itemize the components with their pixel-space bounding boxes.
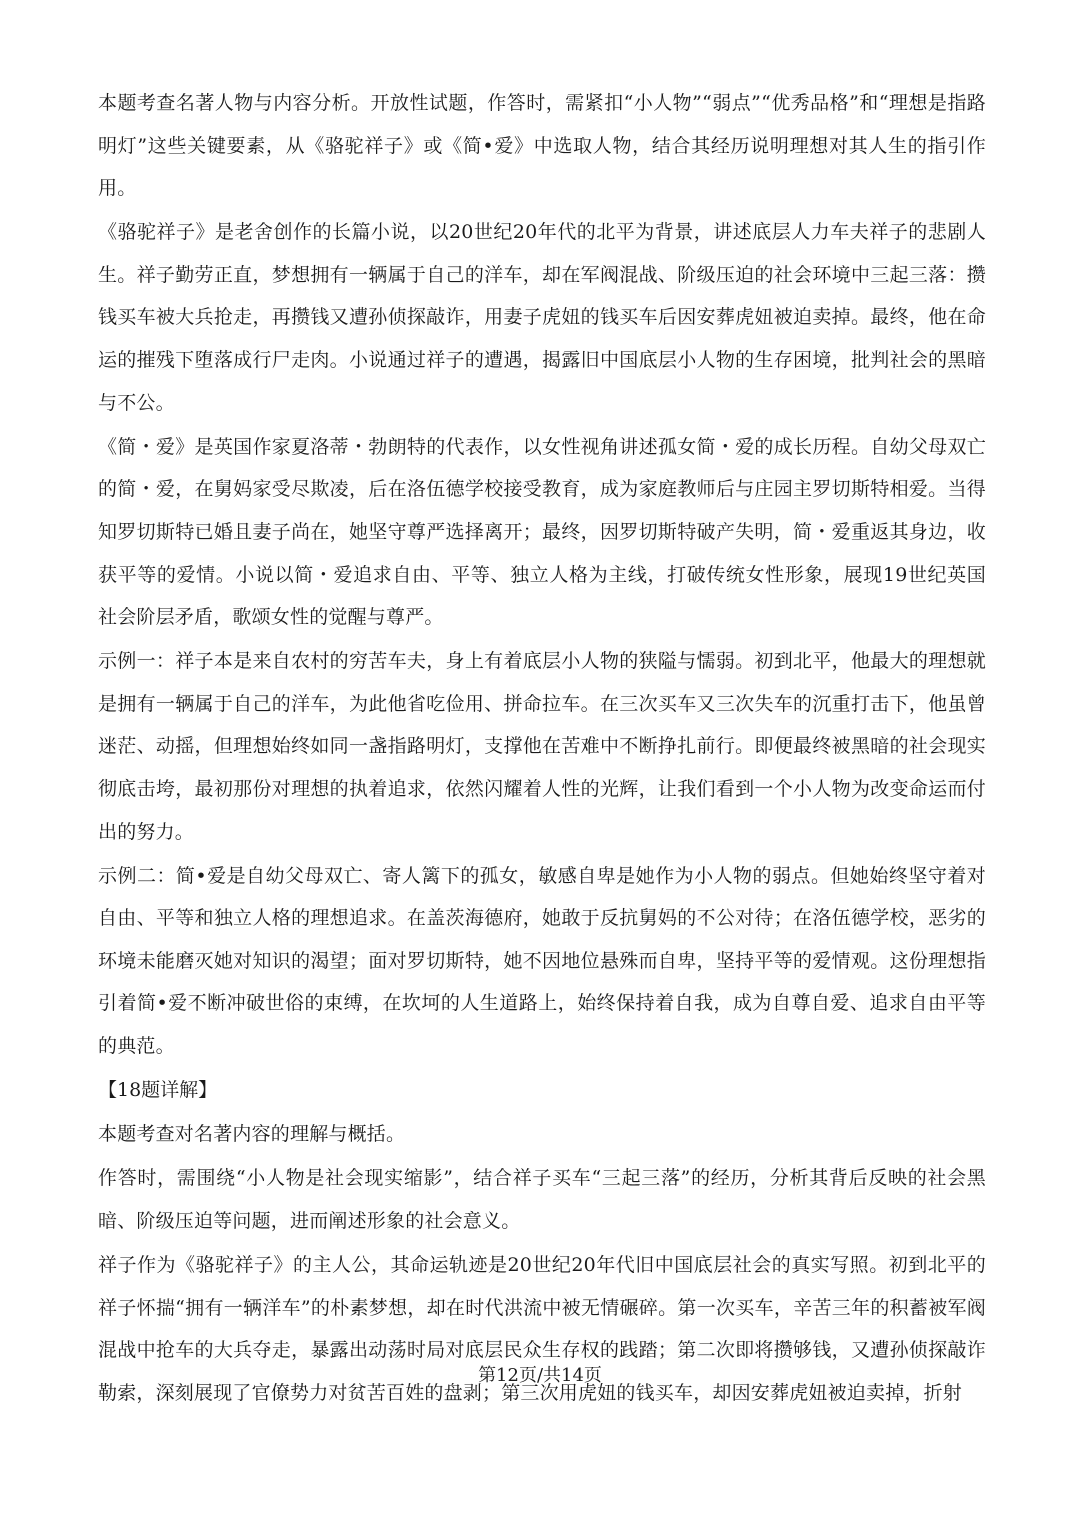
paragraph-analysis-intro: 本题考查名著人物与内容分析。开放性试题，作答时，需紧扣“小人物”“弱点”“优秀品格”和“理想是指路明灯”这些关键要素，从《骆驼祥子》或《简•爱》中选取人物，结合其经历说明理想对其人生的指引作用。 <box>98 92 986 200</box>
paragraph-q18-intro: 本题考查对名著内容的理解与概括。 <box>98 1123 406 1146</box>
paragraph-example-one: 示例一：祥子本是来自农村的穷苦车夫，身上有着底层小人物的狭隘与懦弱。初到北平，他最大的理想就是拥有一辆属于自己的洋车，为此他省吃俭用、拼命拉车。在三次买车又三次失车的沉重打击下，他虽曾迷茫、动摇，但理想始终如同一盏指路明灯，支撑他在苦难中不断挣扎前行。即便最终被黑暗的社会现实彻底击垮，最初那份对理想的执着追求，依然闪耀着人性的光辉，让我们看到一个小人物为改变命运而付出的努力。 <box>98 650 986 843</box>
paragraph-q18-method: 作答时，需围绕“小人物是社会现实缩影”，结合祥子买车“三起三落”的经历，分析其背后反映的社会黑暗、阶级压迫等问题，进而阐述形象的社会意义。 <box>98 1167 986 1232</box>
paragraph-jane-eyre-summary: 《简・爱》是英国作家夏洛蒂・勃朗特的代表作，以女性视角讲述孤女简・爱的成长历程。自幼父母双亡的简・爱，在舅妈家受尽欺凌，后在洛伍德学校接受教育，成为家庭教师后与庄园主罗切斯特相爱。当得知罗切斯特已婚且妻子尚在，她坚守尊严选择离开；最终，因罗切斯特破产失明，简・爱重返其身边，收获平等的爱情。小说以简・爱追求自由、平等、独立人格为主线，打破传统女性形象，展现19世纪英国社会阶层矛盾，歌颂女性的觉醒与尊严。 <box>98 435 986 629</box>
paragraph-example-two: 示例二：简•爱是自幼父母双亡、寄人篱下的孤女，敏感自卑是她作为小人物的弱点。但她始终坚守着对自由、平等和独立人格的理想追求。在盖茨海德府，她敢于反抗舅妈的不公对待；在洛伍德学校，恶劣的环境未能磨灭她对知识的渴望；面对罗切斯特，她不因地位悬殊而自卑，坚持平等的爱情观。这份理想指引着简•爱不断冲破世俗的束缚，在坎坷的人生道路上，始终保持着自我，成为自尊自爱、追求自由平等的典范。 <box>98 864 986 1058</box>
paragraph-q18-analysis: 祥子作为《骆驼祥子》的主人公，其命运轨迹是20世纪20年代旧中国底层社会的真实写照。初到北平的祥子怀揣“拥有一辆洋车”的朴素梦想，却在时代洪流中被无情碾碎。第一次买车，辛苦三年的积蓄被军阀混战中抢车的大兵夺走，暴露出动荡时局对底层民众生存权的践踏；第二次即将攒够钱，又遭孙侦探敲诈勒索，深刻展现了官僚势力对贫苦百姓的盘剥；第三次用虎妞的钱买车，却因安葬虎妞被迫卖掉，折射 <box>98 1254 986 1404</box>
page-content <box>98 82 986 1416</box>
page-number-footer: 第12页/共14页 <box>478 1365 602 1386</box>
section-heading-q18: 【18题详解】 <box>98 1079 218 1102</box>
paragraph-luotuo-xiangzi-summary: 《骆驼祥子》是老舍创作的长篇小说，以20世纪20年代的北平为背景，讲述底层人力车夫祥子的悲剧人生。祥子勤劳正直，梦想拥有一辆属于自己的洋车，却在军阀混战、阶级压迫的社会环境中三起三落：攒钱买车被大兵抢走，再攒钱又遭孙侦探敲诈，用妻子虎妞的钱买车后因安葬虎妞被迫卖掉。最终，他在命运的摧残下堕落成行尸走肉。小说通过祥子的遭遇，揭露旧中国底层小人物的生存困境，批判社会的黑暗与不公。 <box>98 221 986 414</box>
